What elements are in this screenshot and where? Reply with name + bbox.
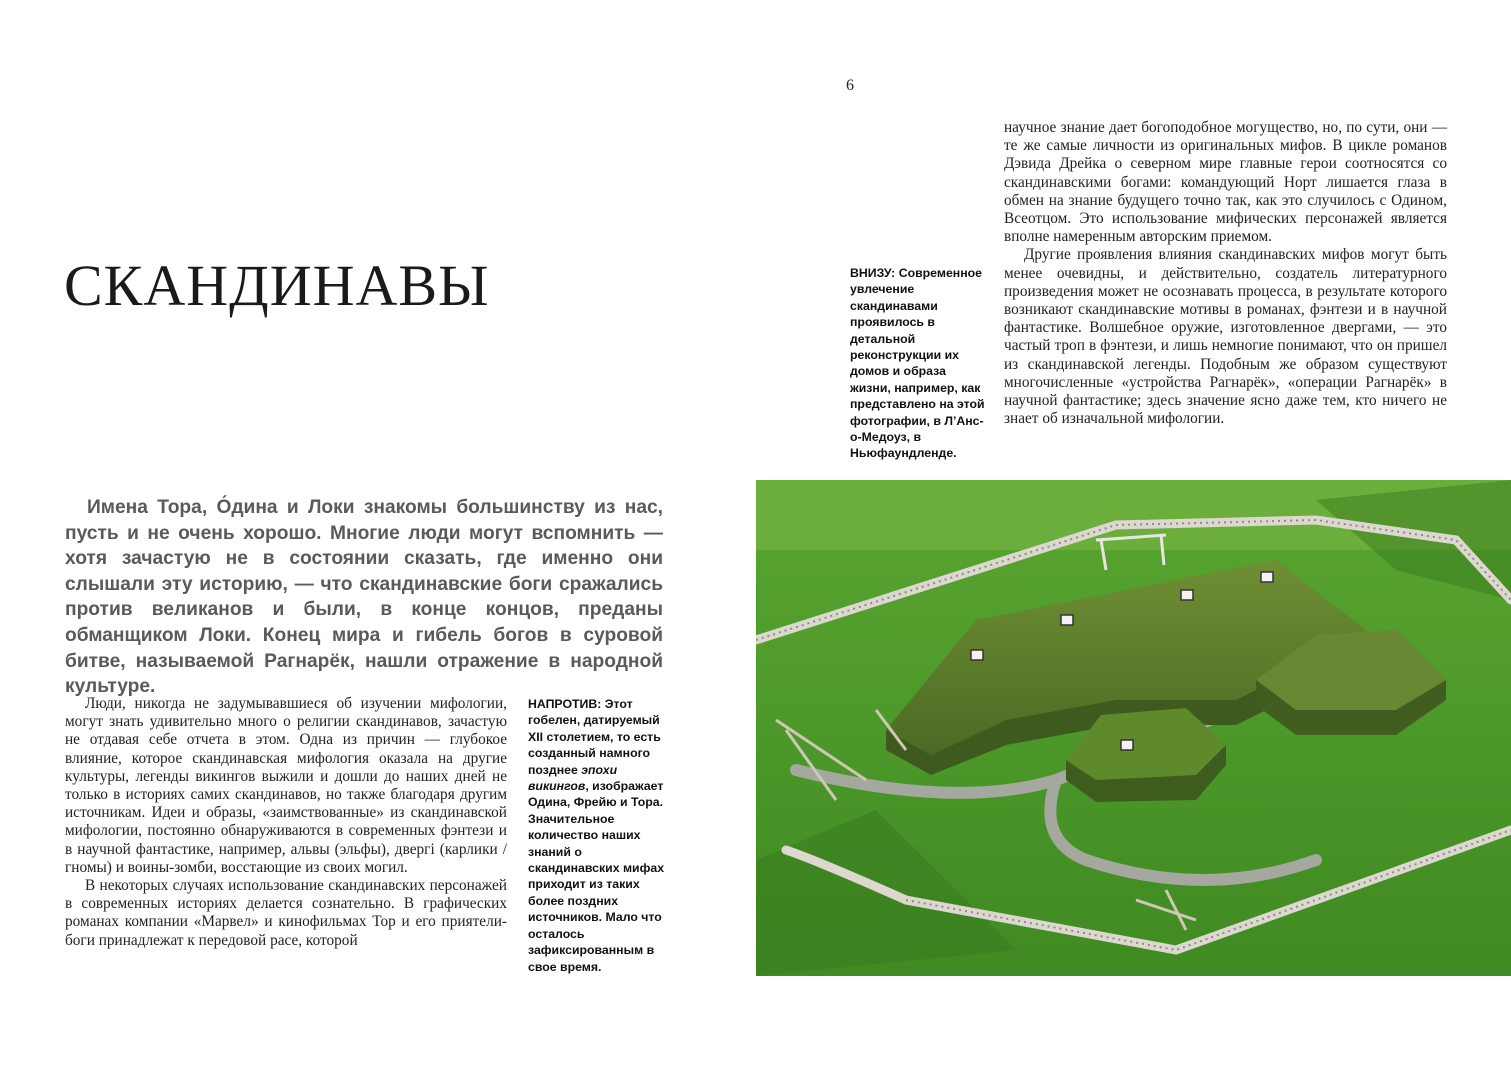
caption-opposite [528, 696, 668, 975]
sod-house-illustration [756, 480, 1511, 976]
page-number: 6 [846, 77, 854, 94]
chapter-title: СКАНДИНАВЫ [64, 253, 490, 318]
left-paragraph-1: Люди, никогда не задумывавшиеся об изучении мифологии, могут знать удивительно много о религии скандинавов, зачастую не отдавая себе отчета в этом. Одна из причин — глубокое влияние, которое скандинавская мифология оказала на другие культуры, легенды викингов выжили и дошли до наших дней не только в историях самих скандинавов, но также благодаря другим источникам. Идеи и образы, «заимствованные» из скандинавской мифологии, постоянно обнаруживаются в современных фэнтези и в научной фантастике, например, альвы (эльфы), двергi (карлики / гномы) и воины-зомби, восстающие из своих могил. [65, 695, 507, 876]
roof-window [1261, 572, 1273, 582]
roof-window [1181, 590, 1193, 600]
roof-window [1121, 740, 1133, 750]
left-text-column [65, 695, 507, 950]
sod-house-photo [756, 480, 1511, 976]
roof-window [971, 650, 983, 660]
lead-paragraph: Имена Тора, О́дина и Локи знакомы большинству из нас, пусть и не очень хорошо. Многие люди могут вспомнить — хотя зачастую не в состоянии сказать, где именно они слышали эту историю, — что скандинавские боги сражались против великанов и были, в конце концов, преданы обманщиком Локи. Конец мира и гибель богов в суровой битве, называемой Рагнарёк, нашли отражение в народной культуре. [65, 497, 663, 698]
caption-below [850, 265, 988, 462]
caption-opposite-text-before: Этот гобелен, датируемый XII столетием, то есть созданный намного позднее [528, 697, 661, 777]
right-paragraph-1: научное знание дает богоподобное могущество, но, по сути, они — те же самые личности из оригинальных мифов. В цикле романов Дэвида Дрейка о северном мире главные герои соотносятся со скандинавскими богами: командующий Норт лишается глаза в обмен на знание будущего точно так, как это случилось с Одином, Всеотцом. Это использование мифических персонажей является вполне намеренным авторским приемом. [1004, 119, 1447, 246]
left-paragraph-2: В некоторых случаях использование скандинавских персонажей в современных историях делается сознательно. В графических романах компании «Марвел» и кинофильмах Тор и его приятели-боги принадлежат к передовой расе, которой [65, 877, 507, 949]
caption-opposite-text-after: , изображает Одина, Фрейю и Тора. Значительное количество наших знаний о скандинавских мифах приходит из таких более поздних источников. Мало что осталось зафиксированным в свое время. [528, 779, 665, 974]
caption-opposite-label: НАПРОТИВ: [528, 697, 602, 711]
caption-below-label: ВНИЗУ: [850, 266, 896, 280]
right-text-column [1004, 119, 1447, 428]
caption-below-text: Современное увлечение скандинавами проявилось в детальной реконструкции их домов и образа жизни, например, как представлено на этой фотографии, в Л’Анс-о-Медоуз, в Ньюфаундленде. [850, 266, 985, 461]
right-paragraph-2: Другие проявления влияния скандинавских мифов могут быть менее очевидны, и действительно, создатель литературного произведения может не осознавать процесса, в результате которого возникают скандинавские мотивы в романах, фэнтези и в научной фантастике. Волшебное оружие, изготовленное двергами, — это частый троп в фэнтези, и лишь немногие понимают, что он пришел из скандинавской легенды. Подобным же образом существуют многочисленные «устройства Рагнарёк», «операции Рагнарёк» в научной фантастике; здесь значение ясно даже тем, кто ничего не знает об изначальной мифологии. [1004, 246, 1447, 428]
roof-window [1061, 615, 1073, 625]
caption-opposite-text-italic: эпохи викингов [528, 762, 618, 794]
